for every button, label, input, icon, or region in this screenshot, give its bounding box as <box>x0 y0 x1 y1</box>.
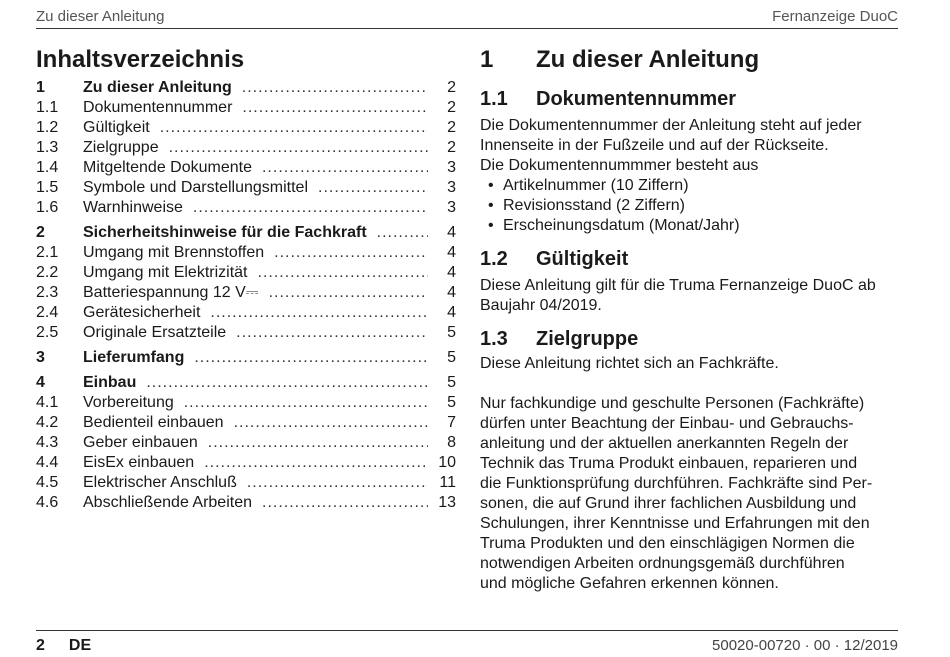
chapter-number: 1 <box>480 46 494 73</box>
paragraph-line: dürfen unter Beachtung der Einbau- und Gebrauchs- <box>480 415 854 432</box>
table-of-contents <box>36 78 456 513</box>
toc-entry-page: 4 <box>447 264 456 281</box>
toc-entry-number: 4.2 <box>36 414 59 431</box>
toc-entry[interactable] <box>36 453 456 473</box>
toc-dot-leader <box>269 283 428 303</box>
paragraph-line: Nur fachkundige und geschulte Personen (Fachkräfte) <box>480 395 865 412</box>
toc-entry[interactable] <box>36 373 456 393</box>
toc-entry-number: 4 <box>36 374 45 391</box>
toc-dot-leader <box>258 263 429 283</box>
toc-entry-title: Elektrischer Anschluß <box>83 474 237 491</box>
paragraph-line: die Funktionsprüfung durchführen. Fachkräfte sind Per- <box>480 475 873 492</box>
toc-entry[interactable] <box>36 78 456 98</box>
toc-dot-leader <box>242 78 428 98</box>
toc-entry[interactable] <box>36 413 456 433</box>
toc-entry-number: 4.6 <box>36 494 59 511</box>
toc-entry-number: 1.1 <box>36 99 59 116</box>
toc-dot-leader <box>146 373 428 393</box>
toc-dot-leader <box>169 138 428 158</box>
toc-entry[interactable] <box>36 138 456 158</box>
footer-rule <box>36 630 898 631</box>
toc-entry-page: 3 <box>447 199 456 216</box>
toc-entry-title: Sicherheitshinweise für die Fachkraft <box>83 224 367 241</box>
toc-entry-page: 7 <box>447 414 456 431</box>
toc-entry[interactable] <box>36 263 456 283</box>
toc-entry-page: 13 <box>438 494 456 511</box>
toc-entry-title: Dokumentennummer <box>83 99 233 116</box>
toc-entry-title: Geber einbauen <box>83 434 198 451</box>
toc-entry-title: Abschließende Arbeiten <box>83 494 252 511</box>
toc-entry[interactable] <box>36 98 456 118</box>
toc-entry-page: 4 <box>447 284 456 301</box>
toc-dot-leader <box>210 303 428 323</box>
toc-entry[interactable] <box>36 493 456 513</box>
toc-entry-page: 2 <box>447 139 456 156</box>
paragraph-line: Truma Produkten und den einschlägigen Normen die <box>480 535 855 552</box>
toc-entry-number: 2.3 <box>36 284 59 301</box>
toc-entry[interactable] <box>36 433 456 453</box>
paragraph-line: Diese Anleitung gilt für die Truma Fernanzeige DuoC ab <box>480 277 876 294</box>
paragraph-line: sonen, die auf Grund ihrer fachlichen Ausbildung und <box>480 495 857 512</box>
section-number: 1.3 <box>480 328 508 350</box>
toc-dot-leader <box>274 243 428 263</box>
toc-dot-leader <box>377 223 428 243</box>
toc-entry-page: 8 <box>447 434 456 451</box>
language-code: DE <box>68 637 92 654</box>
toc-entry-page: 3 <box>447 159 456 176</box>
footer-page-info <box>36 637 115 655</box>
toc-entry-page: 3 <box>447 179 456 196</box>
toc-entry-page: 10 <box>438 454 456 471</box>
toc-entry-title: Einbau <box>83 374 137 391</box>
toc-entry-title: Bedienteil einbauen <box>83 414 224 431</box>
paragraph-line: Schulungen, ihrer Kenntnisse und Erfahrungen mit den <box>480 515 870 532</box>
toc-entry-number: 1.2 <box>36 119 59 136</box>
paragraph-line: und mögliche Gefahren erkennen können. <box>480 575 779 592</box>
toc-entry-number: 3 <box>36 349 45 366</box>
toc-entry[interactable] <box>36 198 456 218</box>
toc-entry-number: 2.4 <box>36 304 59 321</box>
list-item: • Artikelnummer (10 Ziffern) <box>480 176 900 196</box>
toc-entry-page: 2 <box>447 119 456 136</box>
toc-entry-page: 11 <box>439 474 456 491</box>
paragraph-line: Innenseite in der Fußzeile und auf der Rückseite. <box>480 137 829 154</box>
toc-entry-number: 4.1 <box>36 394 59 411</box>
toc-dot-leader <box>262 493 428 513</box>
toc-dot-leader <box>194 348 428 368</box>
toc-dot-leader <box>247 473 428 493</box>
toc-entry-page: 5 <box>447 349 456 366</box>
toc-entry-page: 5 <box>447 324 456 341</box>
page-header-right: Fernanzeige DuoC <box>772 8 898 25</box>
toc-entry-title: Mitgeltende Dokumente <box>83 159 252 176</box>
document-number: 50020-00720 · 00 · 12/2019 <box>712 637 898 654</box>
toc-entry-title: Zielgruppe <box>83 139 159 156</box>
toc-entry-title: Umgang mit Brennstoffen <box>83 244 265 261</box>
toc-entry-page: 2 <box>447 79 456 96</box>
toc-dot-leader <box>160 118 428 138</box>
paragraph-line: Die Dokumentennummmer besteht aus <box>480 157 759 174</box>
toc-entry[interactable] <box>36 223 456 243</box>
toc-entry-number: 2.5 <box>36 324 59 341</box>
toc-entry[interactable] <box>36 348 456 368</box>
toc-entry-title: Warnhinweise <box>83 199 183 216</box>
toc-dot-leader <box>234 413 428 433</box>
chapter-title: Zu dieser Anleitung <box>536 46 760 73</box>
toc-entry-title: Gültigkeit <box>83 119 150 136</box>
page-header-left: Zu dieser Anleitung <box>36 8 165 25</box>
toc-dot-leader <box>236 323 428 343</box>
section-heading-1-2 <box>480 246 900 272</box>
toc-dot-leader <box>318 178 428 198</box>
toc-entry-title: Zu dieser Anleitung <box>83 79 232 96</box>
toc-entry-number: 4.3 <box>36 434 59 451</box>
toc-entry-number: 1.3 <box>36 139 59 156</box>
toc-entry[interactable] <box>36 393 456 413</box>
toc-entry[interactable] <box>36 158 456 178</box>
toc-entry[interactable] <box>36 283 456 303</box>
toc-dot-leader <box>208 433 428 453</box>
toc-entry-number: 1.6 <box>36 199 59 216</box>
toc-entry-number: 2.2 <box>36 264 59 281</box>
paragraph-line: anleitung und der aktuellen anerkannten Regeln der <box>480 435 849 452</box>
toc-entry-title: Gerätesicherheit <box>83 304 201 321</box>
page-number: 2 <box>36 637 45 654</box>
paragraph-line: Baujahr 04/2019. <box>480 297 602 314</box>
toc-title: Inhaltsverzeichnis <box>36 46 245 73</box>
toc-entry-page: 4 <box>447 244 456 261</box>
toc-entry[interactable] <box>36 243 456 263</box>
toc-entry[interactable] <box>36 473 456 493</box>
toc-entry-title: Symbole und Darstellungsmittel <box>83 179 308 196</box>
toc-entry-title: Batteriespannung 12 V⎓ <box>83 284 259 301</box>
toc-entry-number: 1.4 <box>36 159 59 176</box>
toc-entry-number: 2 <box>36 224 45 241</box>
chapter-heading <box>480 46 900 76</box>
paragraph-intro: Diese Anleitung richtet sich an Fachkräfte. <box>480 355 779 372</box>
section-heading-1-3 <box>480 326 900 352</box>
toc-dot-leader <box>262 158 428 178</box>
toc-dot-leader <box>204 453 428 473</box>
section-content <box>480 46 900 594</box>
toc-entry-number: 1.5 <box>36 179 59 196</box>
toc-entry-number: 4.5 <box>36 474 59 491</box>
toc-dot-leader <box>193 198 428 218</box>
toc-entry-page: 5 <box>447 374 456 391</box>
toc-dot-leader <box>242 98 428 118</box>
section-number: 1.2 <box>480 248 508 270</box>
toc-entry[interactable] <box>36 178 456 198</box>
header-rule <box>36 28 898 29</box>
section-title: Zielgruppe <box>536 328 639 350</box>
toc-entry[interactable] <box>36 303 456 323</box>
toc-entry-page: 5 <box>447 394 456 411</box>
toc-entry-page: 4 <box>447 224 456 241</box>
section-heading-1-1 <box>480 86 900 112</box>
toc-entry[interactable] <box>36 118 456 138</box>
toc-entry-title: Umgang mit Elektrizität <box>83 264 248 281</box>
paragraph-line: notwendigen Arbeiten ordnungsgemäß durchführen <box>480 555 845 572</box>
list-item: • Erscheinungsdatum (Monat/Jahr) <box>480 216 900 236</box>
toc-entry-title: Vorbereitung <box>83 394 174 411</box>
section-number: 1.1 <box>480 88 508 110</box>
list-item: • Revisionsstand (2 Ziffern) <box>480 196 900 216</box>
toc-entry-title: EisEx einbauen <box>83 454 195 471</box>
toc-entry[interactable] <box>36 323 456 343</box>
toc-dot-leader <box>184 393 428 413</box>
section-title: Gültigkeit <box>536 248 629 270</box>
toc-entry-page: 4 <box>447 304 456 321</box>
toc-entry-number: 2.1 <box>36 244 59 261</box>
bullet-list <box>480 176 900 236</box>
toc-entry-number: 1 <box>36 79 45 96</box>
paragraph-line: Die Dokumentennummer der Anleitung steht auf jeder <box>480 117 862 134</box>
toc-entry-number: 4.4 <box>36 454 59 471</box>
section-title: Dokumentennummer <box>536 88 737 110</box>
toc-entry-page: 2 <box>447 99 456 116</box>
toc-entry-title: Lieferumfang <box>83 349 185 366</box>
paragraph-line: Technik das Truma Produkt einbauen, reparieren und <box>480 455 858 472</box>
toc-entry-title: Originale Ersatzteile <box>83 324 227 341</box>
